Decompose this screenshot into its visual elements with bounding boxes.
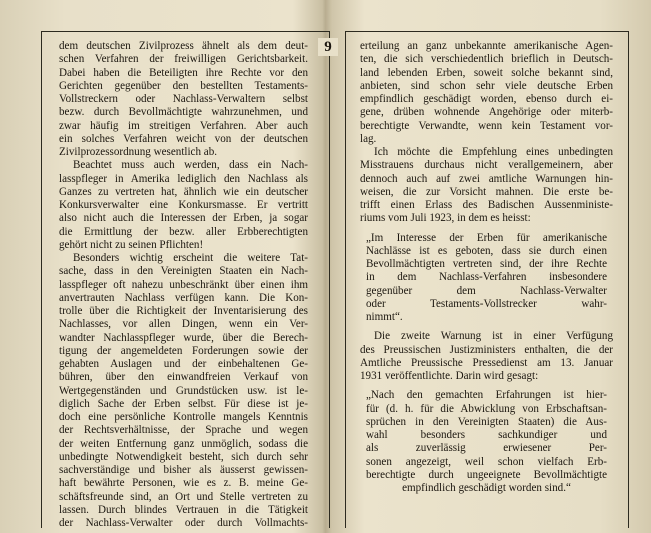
text-line: Ich möchte die Empfehlung eines unbedingten [374,146,613,158]
text-line: der Rechtsverhältnisse, der Sprache und wegen [59,424,308,437]
text-line: Dabei haben die Beteiligten ihre Rechte vor den [59,66,308,79]
text-line: sonen angezeigt, weil schon vielfach Erb- [366,455,607,468]
text-line: riums vom Juli 1923, in dem es heisst: [360,212,531,225]
text-line: lag. [360,132,377,145]
text-line: sprüchen in den Vereinigten Staaten) die Aus- [366,415,607,428]
text-line: sachverständige und bisher als äusserst gewissen- [59,464,308,476]
text-line: Nachlässe ist es geboten, dass sie durch einen [366,244,607,257]
text-line: Besonders wichtig erscheint die weitere Tat- [73,252,308,264]
page-number: 9 [318,38,338,56]
text-line: lassen. Durch blindes Vertrauen in die Tätigkeit [59,503,308,516]
text-line: lasspfleger oft nahezu unbeschränkt über einen ihm [59,278,308,291]
text-line: erteilung an ganz unbekannte amerikanische Agen- [360,40,613,52]
text-line: lasspfleger in Amerika lediglich den Nachlass als [59,172,308,185]
text-line: „Im Interesse der Erben für amerikanische [366,231,607,244]
text-line: Zivilprozessordnung wesentlich ab. [59,146,218,158]
text-line: haft bewährte Personen, wie es z. B. meine Ge- [59,477,308,490]
text-line: „Nach den gemachten Erfahrungen ist hier- [366,389,607,402]
text-line: Konkursverwalter eine Konkursmasse. Er vertritt [59,199,308,211]
text-line: in dem Nachlass-Verfahren insbesondere [366,271,607,284]
text-line: dem deutschen Zivilprozess ähnelt als dem deut- [59,40,308,52]
text-line: bezw. durch Bevollmächtigte wahrzunehmen, und [59,106,308,119]
text-line: Beachtet muss auch werden, dass ein Nach- [73,159,308,172]
text-line: anvertrauten Nachlass verfügen kann. Die Kon- [59,291,308,304]
text-line: wahl besonders sachkundiger und [366,429,607,441]
text-line: Wertgegenständen und Grundstücken usw. ist le- [59,384,308,397]
text-line: ten, die sich verschiedentlich brieflich in Deutsch- [360,53,613,66]
text-line: anbieten, sind schon sehr viele deutsche Erben [360,79,613,92]
text-line: schen Verfahren der freiwilligen Gerichtsbarkeit. [59,53,308,66]
text-line: trifft einen Erlass des Badischen Aussenministe- [360,199,613,211]
text-line: doch eine persönliche Kontrolle mangels Kenntnis [59,411,308,423]
text-line: der Nachlass-Verwalter oder durch Vollmachts- [59,517,308,529]
text-line: Amtliche Preussische Pressedienst am 13. Januar [360,356,613,369]
right-page [326,0,651,533]
text-line: oder Testaments-Vollstrecker wahr- [366,297,607,310]
text-line: schäftsfreunde sind, an Ort und Stelle vertreten zu [59,490,308,503]
text-line: nimmt“. [366,311,403,323]
left-page-text [59,40,308,530]
text-line: berechtigte Verwandte, wenn kein Testament vor- [360,119,613,132]
text-line: 1931 veröffentlichte. Darin wird gesagt: [360,370,539,382]
quotation-block [360,232,613,325]
text-line: für (d. h. für die Abwicklung von Erbschaftsan- [366,402,607,415]
text-line: des Preussischen Justizministers enthalten, die der [360,343,613,356]
text-line: wandter Nachlasspfleger wurde, über die Berech- [59,331,308,344]
text-line: gehört nicht zu seinen Pflichten! [59,238,204,251]
text-line: also nicht auch die Interessen der Erben, ja sogar [59,212,308,225]
text-line: unbedingte Notwendigkeit besteht, sich durch sehr [59,450,308,463]
quotation-block [360,389,613,495]
text-line: trolle über die Richtigkeit der Inventarisierung des [59,305,308,317]
text-line: berechtigte durch ungeeignete Bevollmächtigte [366,468,607,481]
text-line: empfindlich geschädigt worden, ebenso durch ei- [360,93,613,105]
text-line: als zuverlässig erwiesener Per- [366,442,607,455]
text-line: empfindlich geschädigt worden sind.“ [402,482,571,494]
text-line: Misstrauens durchaus nicht verallgemeinern, aber [360,159,613,172]
text-line: Bevollmächtigten vertreten sind, der ihre Rechte [366,258,607,270]
text-line: Die zweite Warnung ist in einer Verfügung [374,330,613,343]
text-line: sache, dass in den Vereinigten Staaten ein Nach- [59,265,308,278]
text-line: Vollstreckern oder Nachlass-Verwaltern selbst [59,93,308,105]
text-line: die Ermittlung der bezw. aller Erbberechtigten [59,225,308,238]
right-page-text [360,40,613,495]
text-line: gegenüber dem Nachlass-Verwalter [366,284,607,297]
text-line: gene, drüben wohnende Angehörige oder miterb- [360,106,613,119]
text-line: diglich Sache der Erben selbst. Für diese ist je- [59,397,308,410]
text-line: weisen, die zur Vorsicht mahnen. Die erste be- [360,185,613,198]
text-line: ein solches Verfahren weicht von der deutschen [59,132,308,145]
text-line: Nachlasses, vor allen Dingen, wenn ein Ver- [59,318,308,331]
text-line: gehabten Auslagen und der einbehaltenen Ge- [59,358,308,370]
text-line: land lebenden Erben, soweit solche bekannt sind, [360,66,613,79]
text-line: zwar häufig im streitigen Verfahren. Aber auch [59,119,308,132]
text-line: dennoch auch auf zwei amtliche Warnungen hin- [360,172,613,185]
text-line: tigung der angemeldeten Forderungen sowie der [59,344,308,357]
text-line: bühren, über den einwandfreien Verkauf von [59,371,308,384]
text-line: der weiten Entfernung ganz unmöglich, sodass die [59,437,308,450]
text-line: Ganzes zu vertreten hat, ähnlich wie ein deutscher [59,185,308,198]
text-line: Gerichten gegenüber den bestellten Testaments- [59,79,308,92]
